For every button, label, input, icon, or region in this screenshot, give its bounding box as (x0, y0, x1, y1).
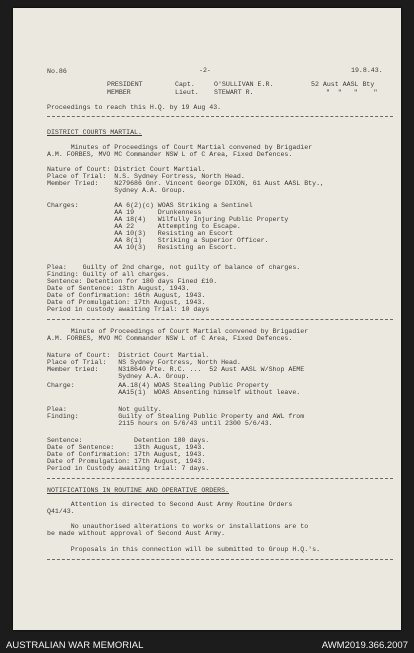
case2-result: Period in Custody awaiting trial: 7 days. (47, 465, 210, 472)
institution-name: AUSTRALIAN WAR MEMORIAL (6, 640, 144, 651)
archive-footer (0, 638, 414, 653)
case2-result: Date of Sentence: 13th August, 1943. (47, 444, 206, 451)
page-number: -2- (199, 67, 211, 74)
case2-nature: Nature of Court: District Court Martial. (47, 352, 210, 359)
president-unit: 52 Aust AASL Bty (311, 81, 375, 88)
record-id: AWM2019.366.2007 (321, 640, 408, 651)
case1-result: Date of Promulgation: 17th August, 1943. (47, 299, 206, 306)
case1-charge: AA 18(4) Wilfully Injuring Public Property (47, 216, 289, 223)
case1-result: Date of Sentence: 13th August, 1943. (47, 285, 190, 292)
divider (47, 116, 393, 117)
case1-intro-line2: A.M. FORBES, MVO MC Commander NSW L of C Area, Fixed Defences. (47, 151, 293, 158)
divider (47, 478, 393, 479)
order-number: No.86 (47, 68, 67, 75)
case1-charge: AA 19 Drunkenness (47, 209, 202, 216)
case1-charge: AA 10(3) Resisting an Escort. (47, 244, 237, 251)
document-page (13, 8, 401, 630)
member-name: STEWART R. (214, 89, 254, 96)
case2-result: Date of Confirmation: 17th August, 1943. (47, 451, 206, 458)
case1-charge: Charges: AA 6(2)(c) WOAS Striking a Sentinel (47, 202, 253, 209)
case1-member-tried-cont: Sydney A.A. Group. (47, 187, 186, 194)
president-rank: Capt. (175, 81, 195, 88)
notification-line: be made without approval of Second Aust Army. (47, 530, 226, 537)
case2-place: Place of Trial: NS Sydney Fortress, North Head. (47, 359, 241, 366)
case2-finding-cont: 2115 hours on 5/6/43 until 2300 5/6/43. (47, 420, 273, 427)
member-unit: " " " " (326, 89, 378, 96)
case1-charge: AA 10(3) Resisting an Escort (47, 230, 233, 237)
member-rank: Lieut. (175, 89, 199, 96)
case1-result: Sentence: Detention for 180 days Fined £10. (47, 278, 218, 285)
case1-member-tried: Member Tried: N279686 Gnr. Vincent George DIXON, 61 Aust AASL Bty., (47, 180, 324, 187)
case2-member-tried: Member tried: N318640 Pte. R.C. ... 52 Aust AASL W/Shop AEME (47, 366, 305, 373)
proceedings-deadline: Proceedings to reach this H.Q. by 19 Aug 43. (47, 104, 222, 111)
case1-result: Plea: Guilty of 2nd charge, not guilty of balance of charges. (47, 264, 301, 271)
case2-finding: Finding: Guilty of Stealing Public Property and AWL from (47, 413, 305, 420)
order-date: 19.8.43. (351, 67, 383, 74)
notification-line: No unauthorised alterations to works or installations are to (47, 523, 309, 530)
case1-result: Period in custody awaiting Trial: 10 days (47, 306, 210, 313)
notification-line: Attention is directed to Second Aust Army Routine Orders (47, 501, 293, 508)
case2-member-tried-cont: Sydney A.A. Group. (47, 373, 190, 380)
case1-nature: Nature of Court: District Court Martial. (47, 166, 206, 173)
case2-charge: AA15(1) WOAS Absenting himself without leave. (47, 389, 301, 396)
case2-intro-line1: Minute of Proceedings of Court Martial convened by Brigadier (47, 328, 309, 335)
president-name: O'SULLIVAN E.R. (214, 81, 274, 88)
case1-result: Date of Confirmation: 16th August, 1943. (47, 292, 206, 299)
president-label: PRESIDENT (107, 81, 143, 88)
case1-intro-line1: Minutes of Proceedings of Court Martial convened by Brigadier (47, 144, 313, 151)
case1-result: Finding: Guilty of all charges. (47, 271, 170, 278)
divider (47, 319, 393, 320)
case1-charge: AA 22 Attempting to Escape. (47, 223, 241, 230)
member-label: MEMBER (107, 89, 131, 96)
case1-charge: AA 8(1) Striking a Superior Officer. (47, 237, 269, 244)
section-heading-notifications: NOTIFICATIONS IN ROUTINE AND OPERATIVE ORDERS. (47, 487, 230, 494)
notification-line: Q41/43. (47, 508, 75, 515)
case2-charge: Charge: AA.18(4) WOAS Stealing Public Property (47, 382, 269, 389)
case2-plea: Plea: Not guilty. (47, 406, 162, 413)
divider (47, 559, 393, 560)
case2-result: Date of Promulgation: 17th August, 1943. (47, 458, 206, 465)
case2-intro-line2: A.M. FORBES, MVO MC Commander NSW L of C Area, Fixed Defences. (47, 335, 293, 342)
notification-line: Proposals in this connection will be submitted to Group H.Q.'s. (47, 546, 321, 553)
case2-result: Sentence: Detention 180 days. (47, 437, 210, 444)
section-heading-dcm: DISTRICT COURTS MARTIAL. (47, 129, 142, 136)
case1-place: Place of Trial: N.S. Sydney Fortress, North Head. (47, 173, 245, 180)
